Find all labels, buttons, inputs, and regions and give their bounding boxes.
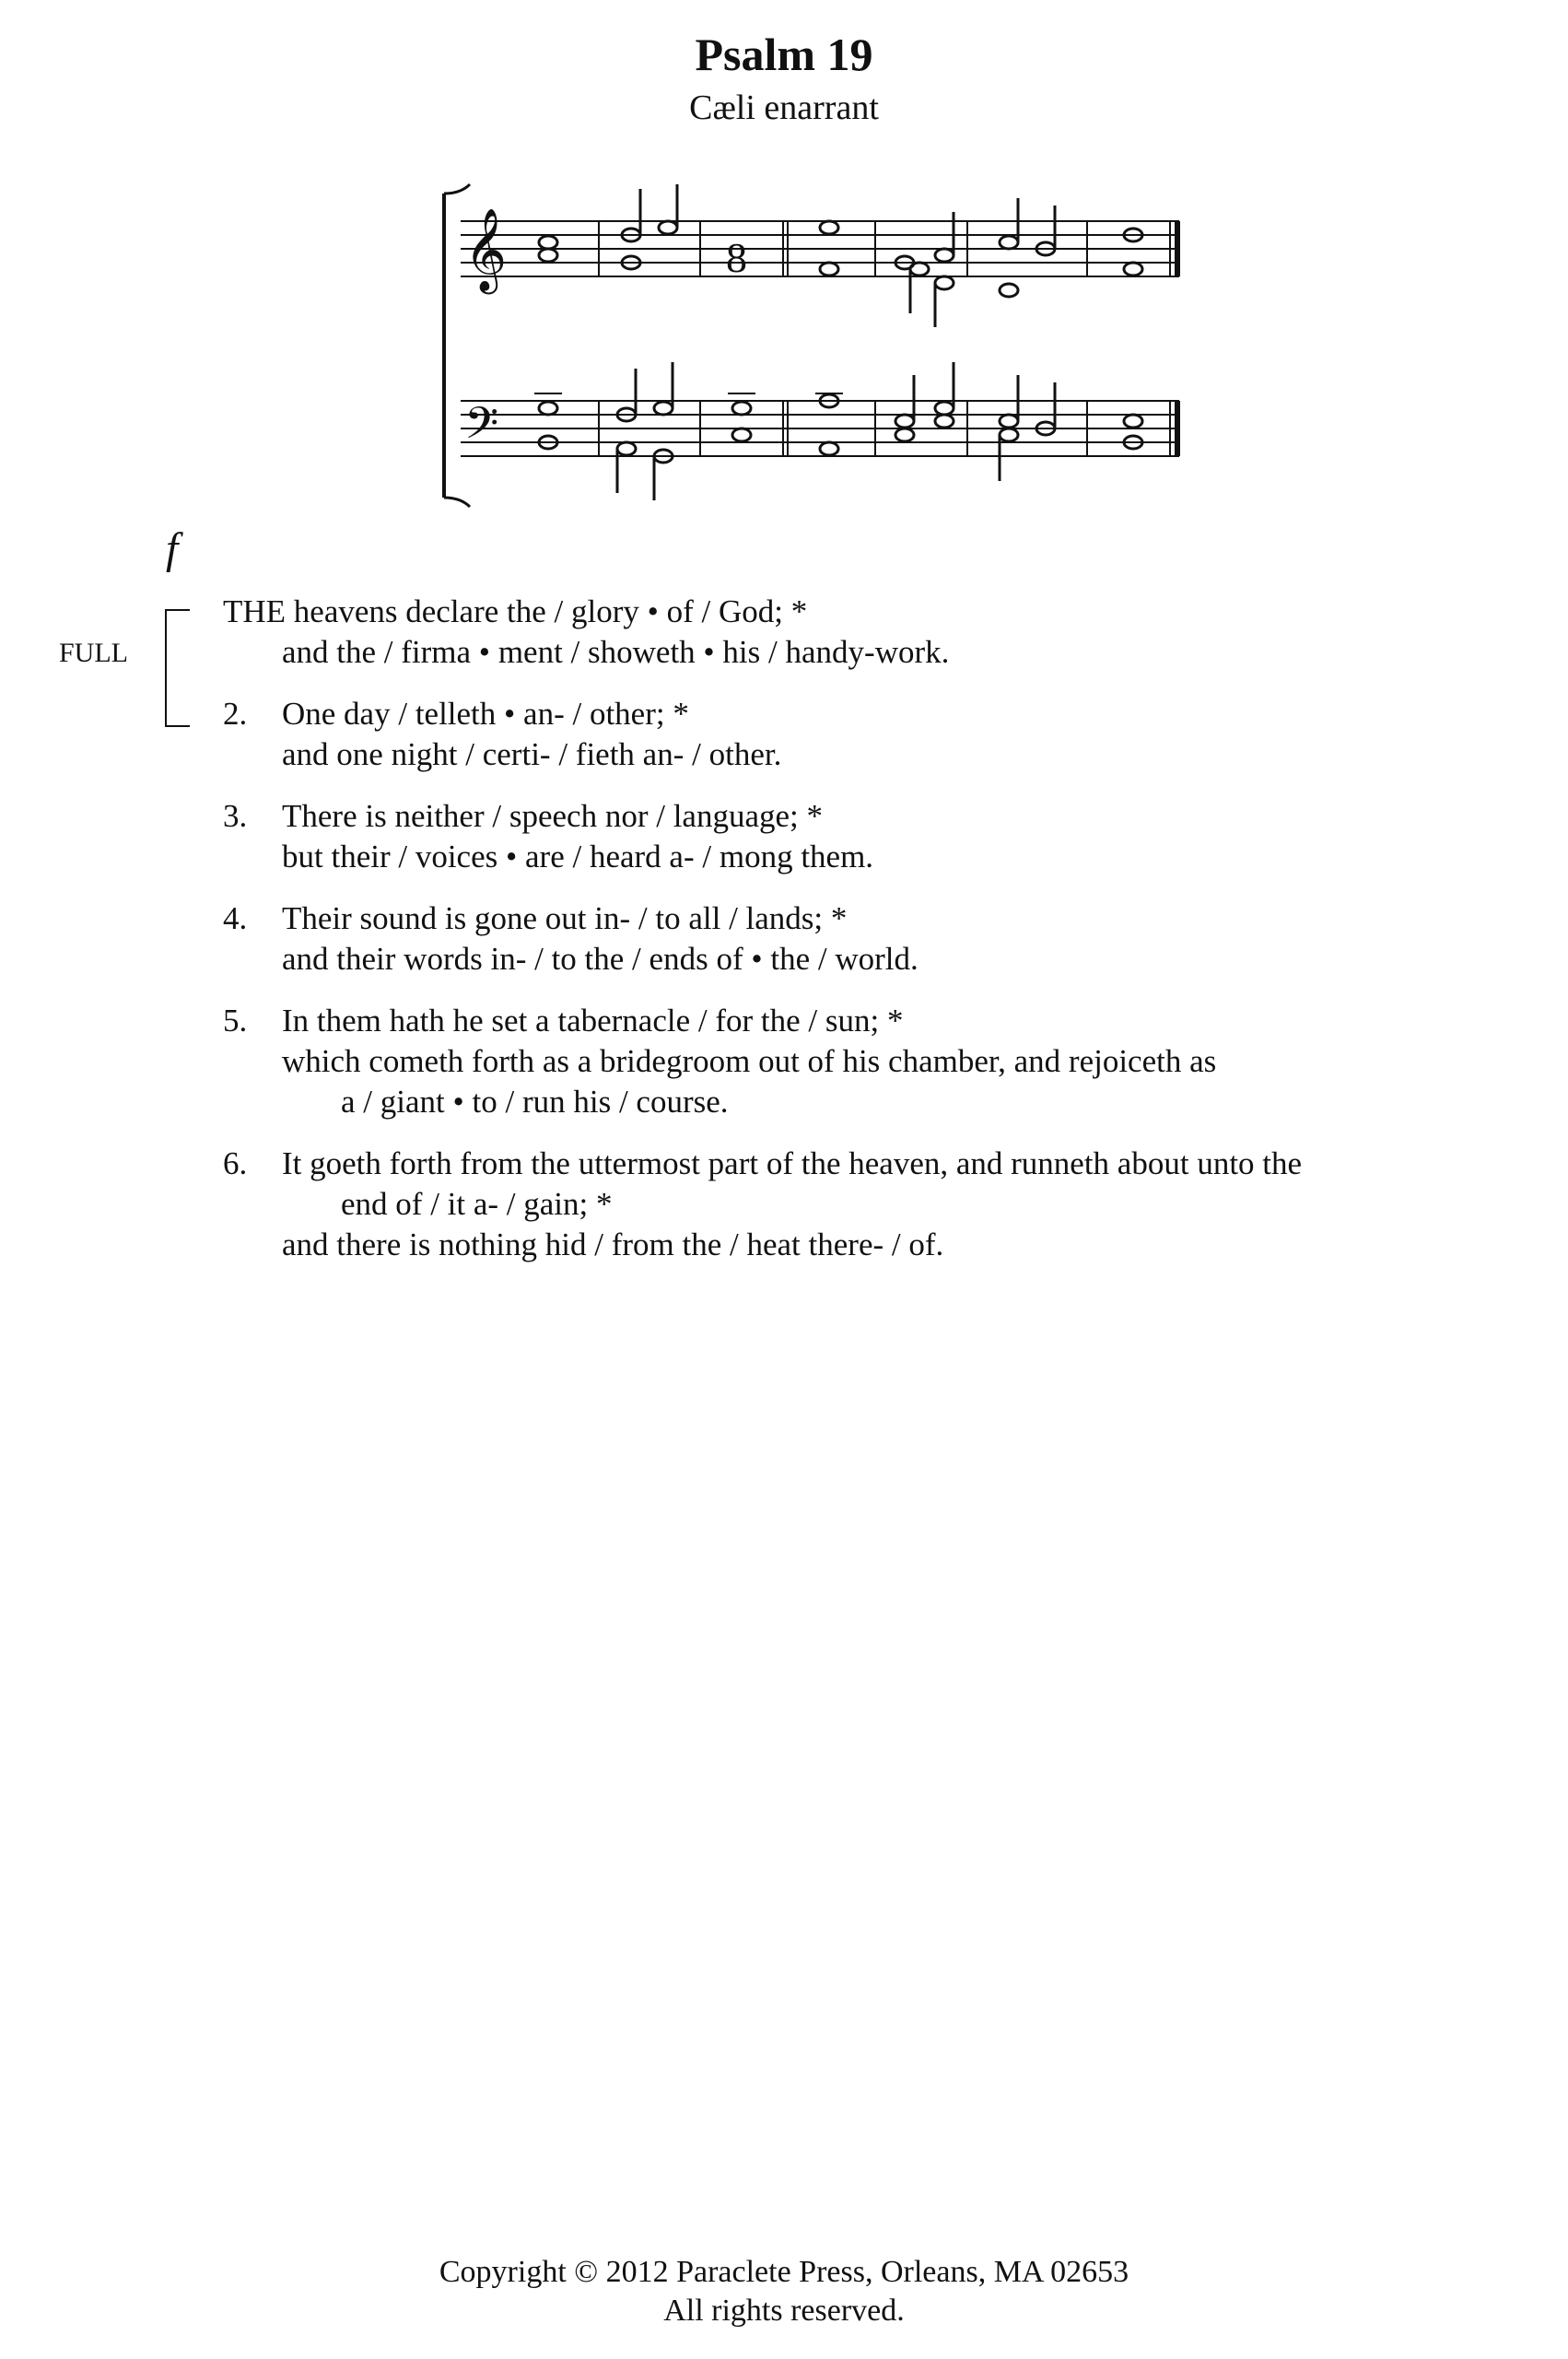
verse-line: end of / it a- / gain; * <box>341 1186 613 1222</box>
full-label: FULL <box>59 638 128 668</box>
verse-3 <box>223 796 1531 877</box>
copyright-footer <box>0 2253 1568 2330</box>
bass-clef-icon: 𝄢 <box>464 397 499 460</box>
treble-notes <box>539 184 1142 327</box>
psalm-verses <box>223 592 1531 1286</box>
verse-number: 6. <box>223 1145 248 1181</box>
verse-line: It goeth forth from the uttermost part of the heaven, and runneth about unto the <box>282 1145 1303 1181</box>
verse-line: and the / firma • ment / showeth • his / handy-work. <box>282 634 950 670</box>
verse-line: and their words in- / to the / ends of • the / world. <box>282 941 919 977</box>
copyright-line: Copyright © 2012 Paraclete Press, Orleans, MA 02653 <box>439 2255 1129 2289</box>
page-title: Psalm 19 <box>695 29 873 80</box>
verse-line: but their / voices • are / heard a- / mong them. <box>282 839 874 874</box>
verse-line: and one night / certi- / fieth an- / other. <box>282 736 782 772</box>
verse-2 <box>223 694 1531 775</box>
verse-4 <box>223 898 1531 980</box>
verse-number: 4. <box>223 900 248 936</box>
verse-line: One day / telleth • an- / other; * <box>282 696 689 732</box>
verse-6 <box>223 1144 1531 1265</box>
svg-text:8: 8 <box>726 234 747 281</box>
verse-5 <box>223 1001 1531 1122</box>
full-bracket-icon <box>164 608 192 728</box>
verse-number: 5. <box>223 1003 248 1039</box>
page-subtitle: Cæli enarrant <box>689 88 879 127</box>
bass-notes <box>539 362 1142 500</box>
verse-line: and there is nothing hid / from the / heat there- / of. <box>282 1226 944 1262</box>
verse-line: In them hath he set a tabernacle / for the / sun; * <box>282 1003 904 1039</box>
verse-line: THE heavens declare the / glory • of / God; * <box>223 593 808 629</box>
chant-score <box>433 180 1198 511</box>
rights-line: All rights reserved. <box>663 2294 905 2328</box>
verse-line: which cometh forth as a bridegroom out of his chamber, and rejoiceth as <box>282 1043 1217 1079</box>
verse-number: 3. <box>223 798 248 834</box>
verse-line: Their sound is gone out in- / to all / lands; * <box>282 900 848 936</box>
dynamic-marking: f <box>166 524 179 573</box>
verse-1 <box>223 592 1531 673</box>
verse-number: 2. <box>223 696 248 732</box>
treble-clef-icon: 𝄞 <box>464 208 508 291</box>
verse-line: There is neither / speech nor / language; * <box>282 798 824 834</box>
verse-line: a / giant • to / run his / course. <box>341 1084 729 1120</box>
